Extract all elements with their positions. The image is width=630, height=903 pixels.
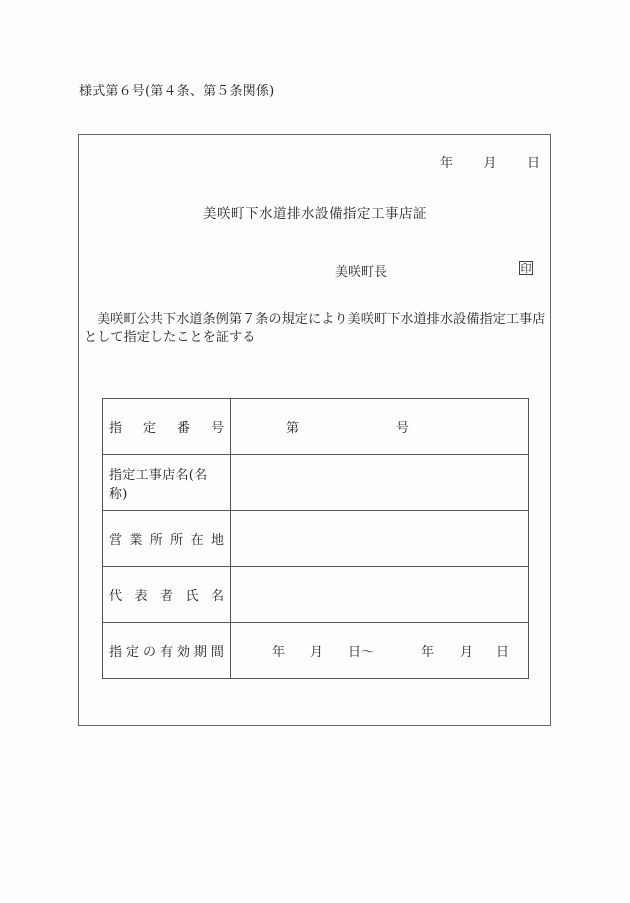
- date-month-label: 月: [483, 156, 497, 171]
- seal-icon: 印: [520, 262, 532, 275]
- number-prefix: 第: [286, 421, 300, 436]
- number-suffix: 号: [396, 421, 410, 436]
- table-row: [103, 567, 529, 623]
- date-day-label: 日: [526, 156, 540, 171]
- validity-period-field[interactable]: [231, 623, 529, 679]
- certification-statement: 美咲町公共下水道条例第７条の規定により美咲町下水道排水設備指定工事店として指定したことを証する: [84, 312, 546, 345]
- office-address-field[interactable]: [231, 511, 529, 567]
- office-address-label: 営 業 所 所 在 地: [103, 511, 231, 567]
- form-number: 様式第６号(第４条、第５条関係): [79, 84, 275, 99]
- from-day: 日〜: [348, 645, 375, 660]
- date-year-label: 年: [440, 156, 454, 171]
- contractor-name-label: 指定工事店名(名称): [103, 455, 231, 511]
- designation-number-label: 指 定 番 号: [103, 399, 231, 455]
- from-year: 年: [272, 645, 286, 660]
- designation-info-table: [102, 398, 529, 679]
- designation-number-field[interactable]: [231, 399, 529, 455]
- from-month: 月: [310, 645, 324, 660]
- validity-period-label: 指 定 の 有 効 期 間: [103, 623, 231, 679]
- table-row: [103, 455, 529, 511]
- issuer-name: 美咲町長: [335, 265, 388, 280]
- table-row: [103, 399, 529, 455]
- issue-date: [440, 152, 540, 171]
- representative-name-label: 代 表 者 氏 名: [103, 567, 231, 623]
- contractor-name-field[interactable]: [231, 455, 529, 511]
- table-row: [103, 623, 529, 679]
- to-day: 日: [496, 645, 510, 660]
- representative-name-field[interactable]: [231, 567, 529, 623]
- table-row: [103, 511, 529, 567]
- certificate-title: 美咲町下水道排水設備指定工事店証: [203, 206, 427, 222]
- to-month: 月: [460, 645, 474, 660]
- to-year: 年: [421, 645, 435, 660]
